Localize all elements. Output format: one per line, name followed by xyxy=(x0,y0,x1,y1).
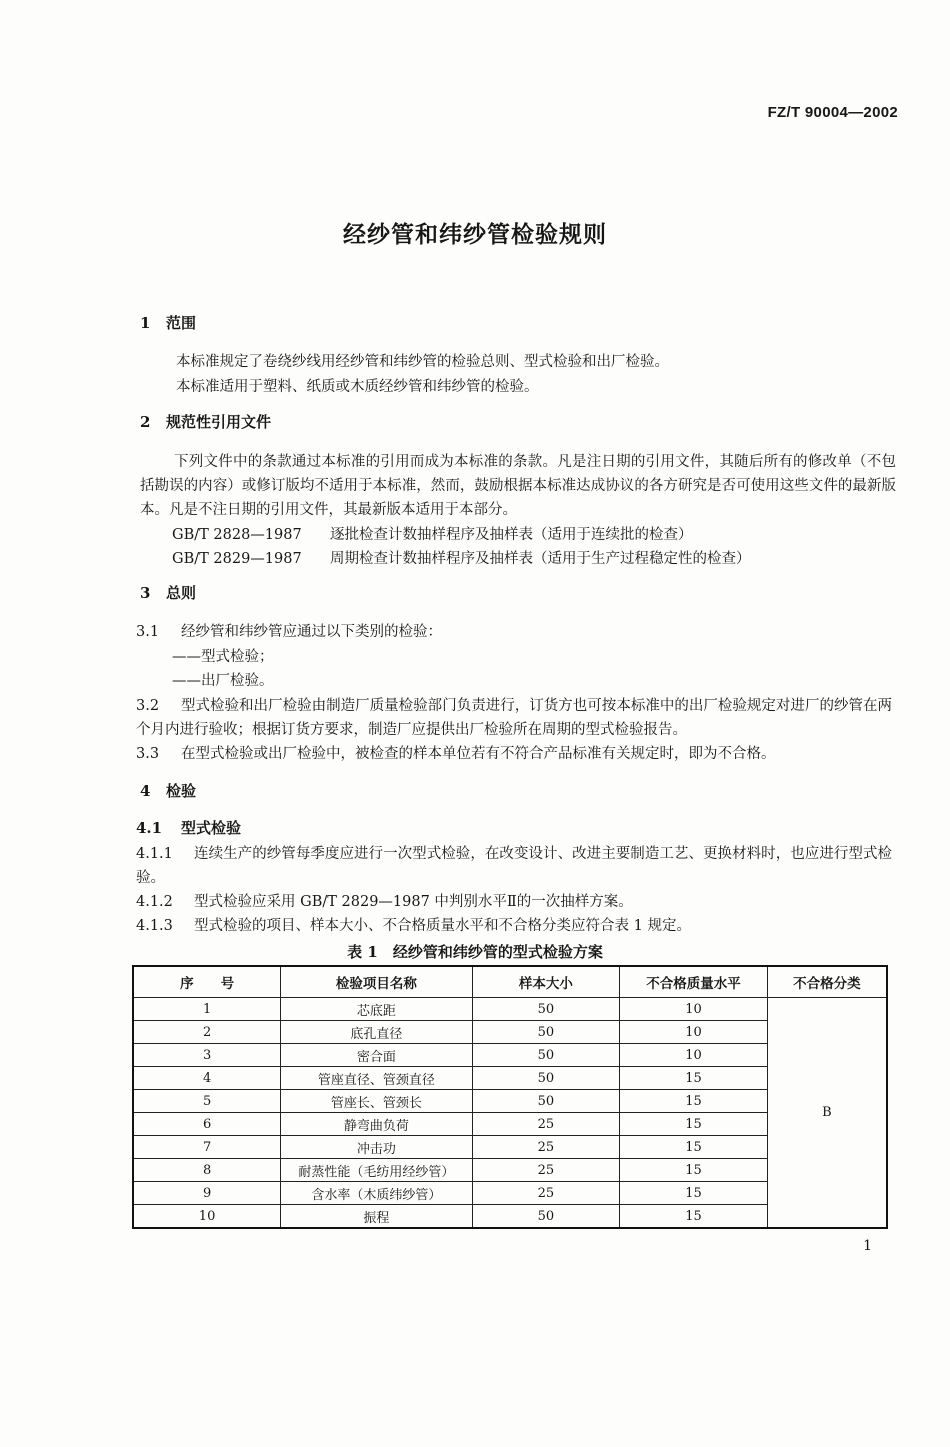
clause-text: 型式检验应采用 GB/T 2829—1987 中判别水平Ⅱ的一次抽样方案。 xyxy=(194,894,633,910)
page-number: 1 xyxy=(863,1238,872,1254)
standard-code: FZ/T 90004—2002 xyxy=(767,104,898,121)
list-item: ——型式检验； xyxy=(172,649,274,665)
cell-rql: 15 xyxy=(620,1159,768,1182)
cell-seq: 9 xyxy=(133,1182,281,1205)
reference-item xyxy=(172,523,693,547)
section-number: 2 xyxy=(140,413,151,431)
cell-item: 管座长、管颈长 xyxy=(281,1090,472,1113)
section-number: 3 xyxy=(140,584,151,602)
cell-rql: 15 xyxy=(620,1090,768,1113)
cell-rql: 15 xyxy=(620,1113,768,1136)
clause-4-1-2 xyxy=(136,890,633,914)
cell-seq: 1 xyxy=(133,998,281,1021)
cell-item: 冲击功 xyxy=(281,1136,472,1159)
clause-3-1 xyxy=(136,620,442,644)
section-3-heading xyxy=(140,582,196,603)
cell-rql: 10 xyxy=(620,1044,768,1067)
cell-seq: 5 xyxy=(133,1090,281,1113)
clause-number: 4.1.1 xyxy=(136,846,173,862)
cell-sample-size: 50 xyxy=(472,1205,620,1229)
paragraph: 本标准规定了卷绕纱线用经纱管和纬纱管的检验总则、型式检验和出厂检验。 xyxy=(176,354,669,370)
clause-number: 4.1 xyxy=(136,819,163,837)
section-title: 检验 xyxy=(166,782,197,800)
cell-item: 芯底距 xyxy=(281,998,472,1021)
cell-sample-size: 50 xyxy=(472,1090,620,1113)
reference-code: GB/T 2829—1987 xyxy=(172,551,302,567)
section-title: 规范性引用文件 xyxy=(166,413,272,431)
header-seq: 序 号 xyxy=(133,966,281,998)
clause-3-3 xyxy=(136,742,776,766)
cell-seq: 3 xyxy=(133,1044,281,1067)
clause-number: 4.1.3 xyxy=(136,918,173,934)
section-4-heading xyxy=(140,780,196,801)
cell-item: 静弯曲负荷 xyxy=(281,1113,472,1136)
clause-number: 3.2 xyxy=(136,698,160,714)
cell-sample-size: 50 xyxy=(472,998,620,1021)
cell-sample-size: 50 xyxy=(472,1021,620,1044)
table-row xyxy=(133,998,887,1021)
cell-item: 耐蒸性能（毛纺用经纱管） xyxy=(281,1159,472,1182)
document-title: 经纱管和纬纱管检验规则 xyxy=(343,221,607,248)
section-title: 范围 xyxy=(166,314,197,332)
clause-text: 连续生产的纱管每季度应进行一次型式检验，在改变设计、改进主要制造工艺、更换材料时，也应进行型式检验。 xyxy=(136,846,892,886)
clause-number: 3.1 xyxy=(136,624,160,640)
cell-item: 管座直径、管颈直径 xyxy=(281,1067,472,1090)
cell-seq: 8 xyxy=(133,1159,281,1182)
cell-item: 振程 xyxy=(281,1205,472,1229)
reference-title: 周期检查计数抽样程序及抽样表（适用于生产过程稳定性的检查） xyxy=(330,551,751,567)
clause-text: 型式检验的项目、样本大小、不合格质量水平和不合格分类应符合表 1 规定。 xyxy=(194,918,691,934)
clause-title: 型式检验 xyxy=(181,819,242,837)
reference-title: 逐批检查计数抽样程序及抽样表（适用于连续批的检查） xyxy=(330,527,693,543)
cell-item: 密合面 xyxy=(281,1044,472,1067)
table-caption: 表 1 经纱管和纬纱管的型式检验方案 xyxy=(347,943,603,961)
clause-text: 在型式检验或出厂检验中，被检查的样本单位若有不符合产品标准有关规定时，即为不合格。 xyxy=(181,746,776,762)
clause-number: 3.3 xyxy=(136,746,160,762)
cell-rql: 10 xyxy=(620,998,768,1021)
clause-text: 型式检验和出厂检验由制造厂质量检验部门负责进行，订货方也可按本标准中的出厂检验规定对进厂的纱管在两个月内进行验收；根据订货方要求，制造厂应提供出厂检验所在周期的型式检验报告。 xyxy=(136,698,892,738)
cell-sample-size: 25 xyxy=(472,1182,620,1205)
section-1-heading xyxy=(140,312,196,333)
clause-3-2 xyxy=(136,694,892,742)
clause-4-1-3 xyxy=(136,914,691,938)
reference-code: GB/T 2828—1987 xyxy=(172,527,302,543)
inspection-table xyxy=(132,965,888,1229)
cell-item: 底孔直径 xyxy=(281,1021,472,1044)
section-number: 4 xyxy=(140,782,151,800)
section-2-heading xyxy=(140,411,271,432)
section-number: 1 xyxy=(140,314,151,332)
cell-rql: 15 xyxy=(620,1136,768,1159)
clause-4-1-1 xyxy=(136,842,892,890)
cell-category: B xyxy=(767,998,887,1229)
cell-seq: 7 xyxy=(133,1136,281,1159)
cell-sample-size: 50 xyxy=(472,1044,620,1067)
cell-rql: 10 xyxy=(620,1021,768,1044)
cell-rql: 15 xyxy=(620,1182,768,1205)
header-rql: 不合格质量水平 xyxy=(620,966,768,998)
cell-sample-size: 50 xyxy=(472,1067,620,1090)
header-item: 检验项目名称 xyxy=(281,966,472,998)
cell-sample-size: 25 xyxy=(472,1136,620,1159)
paragraph: 下列文件中的条款通过本标准的引用而成为本标准的条款。凡是注日期的引用文件，其随后所有的修改单（不包括勘误的内容）或修订版均不适用于本标准，然而，鼓励根据本标准达成协议的各方研究是否可使用这些文件的最新版本。凡是不注日期的引用文件，其最新版本适用于本部分。 xyxy=(140,454,896,518)
list-item: ——出厂检验。 xyxy=(172,673,274,689)
cell-seq: 6 xyxy=(133,1113,281,1136)
cell-rql: 15 xyxy=(620,1067,768,1090)
section-title: 总则 xyxy=(166,584,197,602)
reference-item xyxy=(172,547,751,571)
clause-4-1-heading xyxy=(136,817,241,838)
clause-text: 经纱管和纬纱管应通过以下类别的检验： xyxy=(181,624,442,640)
cell-item: 含水率（木质纬纱管） xyxy=(281,1182,472,1205)
cell-sample-size: 25 xyxy=(472,1159,620,1182)
header-sample-size: 样本大小 xyxy=(472,966,620,998)
table-header-row xyxy=(133,966,887,998)
cell-sample-size: 25 xyxy=(472,1113,620,1136)
cell-rql: 15 xyxy=(620,1205,768,1229)
clause-number: 4.1.2 xyxy=(136,894,173,910)
header-category: 不合格分类 xyxy=(767,966,887,998)
paragraph: 本标准适用于塑料、纸质或木质经纱管和纬纱管的检验。 xyxy=(176,379,539,395)
cell-seq: 4 xyxy=(133,1067,281,1090)
cell-seq: 10 xyxy=(133,1205,281,1229)
cell-seq: 2 xyxy=(133,1021,281,1044)
